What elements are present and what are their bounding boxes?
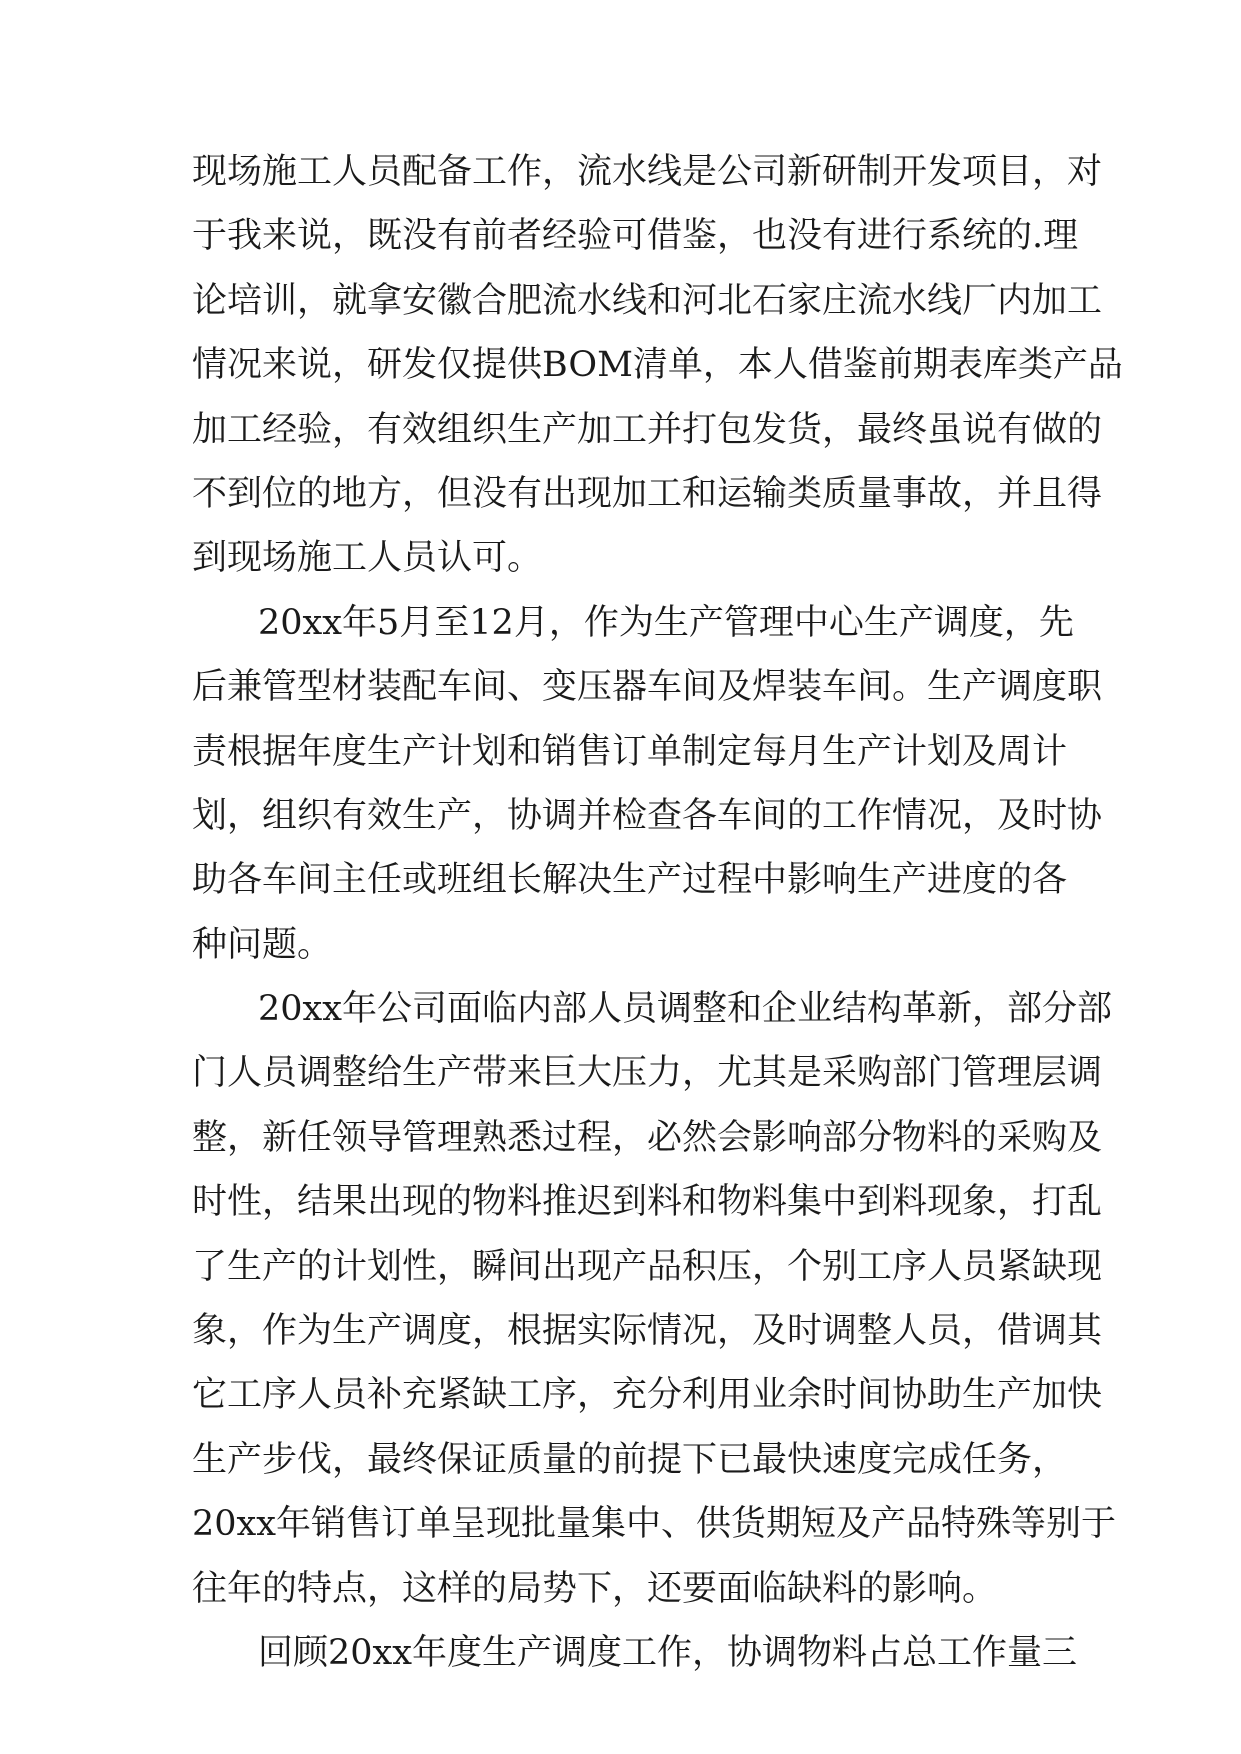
- text-line: 加工经验，有效组织生产加工并打包发货，最终虽说有做的: [192, 409, 1103, 450]
- text-line: 20xx年销售订单呈现批量集中、供货期短及产品特殊等别于: [192, 1504, 1117, 1545]
- text-line: 象，作为生产调度，根据实际情况，及时调整人员，借调其: [192, 1311, 1103, 1352]
- text-line: 到现场施工人员认可。: [192, 538, 543, 579]
- text-line: 不到位的地方，但没有出现加工和运输类质量事故，并且得: [192, 473, 1103, 514]
- text-line: 助各车间主任或班组长解决生产过程中影响生产进度的各: [192, 860, 1068, 901]
- text-line: 往年的特点，这样的局势下，还要面临缺料的影响。: [192, 1568, 998, 1609]
- paragraph-first-line: 回顾20xx年度生产调度工作，协调物料占总工作量三: [258, 1632, 1078, 1673]
- text-line: 现场施工人员配备工作，流水线是公司新研制开发项目，对: [192, 152, 1103, 192]
- text-line: 门人员调整给生产带来巨大压力，尤其是采购部门管理层调: [192, 1053, 1103, 1094]
- text-line: 整，新任领导管理熟悉过程，必然会影响部分物料的采购及: [192, 1117, 1103, 1158]
- text-line: 了生产的计划性，瞬间出现产品积压，个别工序人员紧缺现: [192, 1246, 1103, 1287]
- text-line: 情况来说，研发仅提供BOM清单，本人借鉴前期表库类产品: [192, 345, 1123, 386]
- text-line: 生产步伐，最终保证质量的前提下已最快速度完成任务，: [192, 1439, 1068, 1480]
- body-text: [192, 140, 1123, 1685]
- text-line: 于我来说，既没有前者经验可借鉴，也没有进行系统的.理: [192, 216, 1079, 257]
- text-line: 论培训，就拿安徽合肥流水线和河北石家庄流水线厂内加工: [192, 280, 1103, 321]
- text-line: 它工序人员补充紧缺工序，充分利用业余时间协助生产加快: [192, 1375, 1103, 1416]
- text-line: 责根据年度生产计划和销售订单制定每月生产计划及周计: [192, 731, 1068, 772]
- paragraph-first-line: 20xx年公司面临内部人员调整和企业结构革新，部分部: [258, 989, 1113, 1030]
- text-line: 划，组织有效生产，协调并检查各车间的工作情况，及时协: [192, 795, 1103, 836]
- text-line: 后兼管型材装配车间、变压器车间及焊装车间。生产调度职: [192, 667, 1103, 708]
- text-line: 时性，结果出现的物料推迟到料和物料集中到料现象，打乱: [192, 1182, 1103, 1223]
- text-line: 种问题。: [192, 924, 333, 965]
- paragraph-first-line: 20xx年5月至12月，作为生产管理中心生产调度，先: [258, 602, 1074, 643]
